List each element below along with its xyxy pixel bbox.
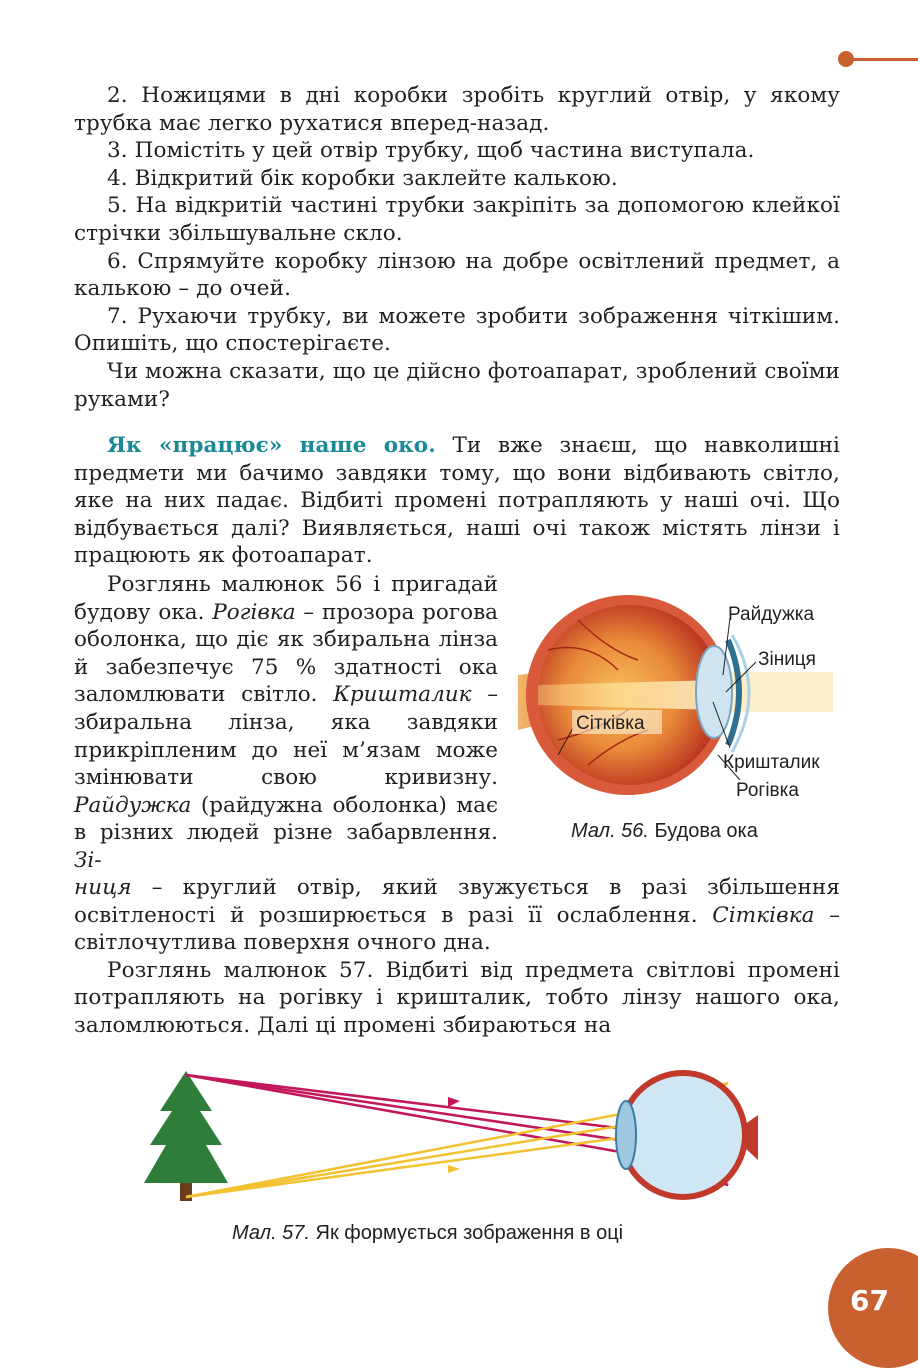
section-intro-text: Ти вже знаєш, що навколишні предмети ми бачимо завдяки тому, що вони відбивають світло, яке на них падає. Відбиті промені потрапляють у наші очі. Що відбувається далі? Виявляється, наші очі також містять лінзи і працюють як фотоапарат. <box>74 433 840 569</box>
eye-text-a: Розглянь малюнок 56 і пригадай будову ока. <box>74 572 498 625</box>
label-lens: Кришталик <box>723 752 820 773</box>
label-retina: Сітківка <box>576 713 645 734</box>
light-beam <box>538 680 718 710</box>
eye-globe <box>621 1073 745 1197</box>
page-number: 67 <box>850 1284 889 1317</box>
eye-text-e: – круглий отвір, який звужується в разі збільшення освітленості й розширюється в разі її ослаблення. <box>74 875 840 928</box>
term-pupil-a: Зі- <box>74 847 102 873</box>
step-7: 7. Рухаючи трубку, ви можете зробити зображення чіткішим. Опишіть, що спостерігаєте. <box>74 303 840 357</box>
header-decor-line <box>846 58 918 61</box>
step-6: 6. Спрямуйте коробку лінзою на добре освітлений предмет, а калькою – до очей. <box>74 248 840 302</box>
step-2: 2. Ножицями в дні коробки зробіть круглий отвір, у якому трубка має легко рухатися вперед-назад. <box>74 83 840 136</box>
term-retina: Сітківка <box>712 902 815 928</box>
tree-trunk <box>180 1183 192 1201</box>
section-intro <box>74 432 840 570</box>
image-formation-diagram <box>138 1065 758 1215</box>
para-57: Розглянь малюнок 57. Відбиті від предмета світлові промені потрапляють на рогівку і кришталик, тобто лінзу нашого ока, заломлюються. Далі ці промені збираються на <box>74 957 840 1038</box>
label-iris: Райдужка <box>728 604 815 625</box>
eye-text-b: – прозора рогова оболонка, що діє як збиральна лінза й забезпечує 75 % здатності ока заломлювати світло. <box>74 599 499 708</box>
eye-description-cont <box>74 874 840 1040</box>
term-cornea: Рогівка <box>212 599 296 625</box>
caption-57-text: Як формується зображення в оці <box>309 1222 624 1244</box>
caption-57 <box>232 1222 623 1245</box>
eye-description <box>74 571 498 875</box>
eye-text-d: (райдужна оболонка) має в різних людей різне забарвлення. <box>74 792 498 846</box>
arrow-bottom-1 <box>448 1165 460 1173</box>
label-cornea: Рогівка <box>736 780 799 801</box>
section-lead: Як «працює» наше око. <box>107 433 436 458</box>
caption-56-num: Мал. 56. <box>571 820 649 842</box>
eye-diagram <box>518 580 848 810</box>
term-iris: Райдужка <box>74 792 192 818</box>
term-pupil-b: ниця <box>74 875 132 900</box>
tree-crown <box>144 1071 228 1183</box>
arrow-top-1 <box>448 1097 460 1107</box>
caption-56 <box>571 820 758 843</box>
page-number-badge <box>828 1248 918 1368</box>
question: Чи можна сказати, що це дійсно фотоапарат, зроблений своїми руками? <box>74 358 840 412</box>
step-4: 4. Відкритий бік коробки заклейте калькою. <box>107 165 618 191</box>
eye-text-c: – збиральна лінза, яка завдяки прикріпленим до неї м’язам може змінювати свою кривизну. <box>74 682 498 791</box>
caption-57-num: Мал. 57. <box>232 1222 310 1244</box>
eye-lens <box>616 1101 636 1169</box>
steps-block <box>74 82 840 413</box>
caption-56-text: Будова ока <box>648 820 758 842</box>
term-lens: Кришталик <box>333 682 472 708</box>
step-5: 5. На відкритій частині трубки закріпіть за допомогою клейкої стрічки збільшувальне скло. <box>74 193 840 246</box>
eye-text-f: – світлочутлива поверхня очного дна. <box>74 902 840 956</box>
label-pupil: Зіниця <box>758 649 816 670</box>
step-3: 3. Помістіть у цей отвір трубку, щоб частина виступала. <box>107 138 755 164</box>
header-decor-dot <box>838 51 854 67</box>
